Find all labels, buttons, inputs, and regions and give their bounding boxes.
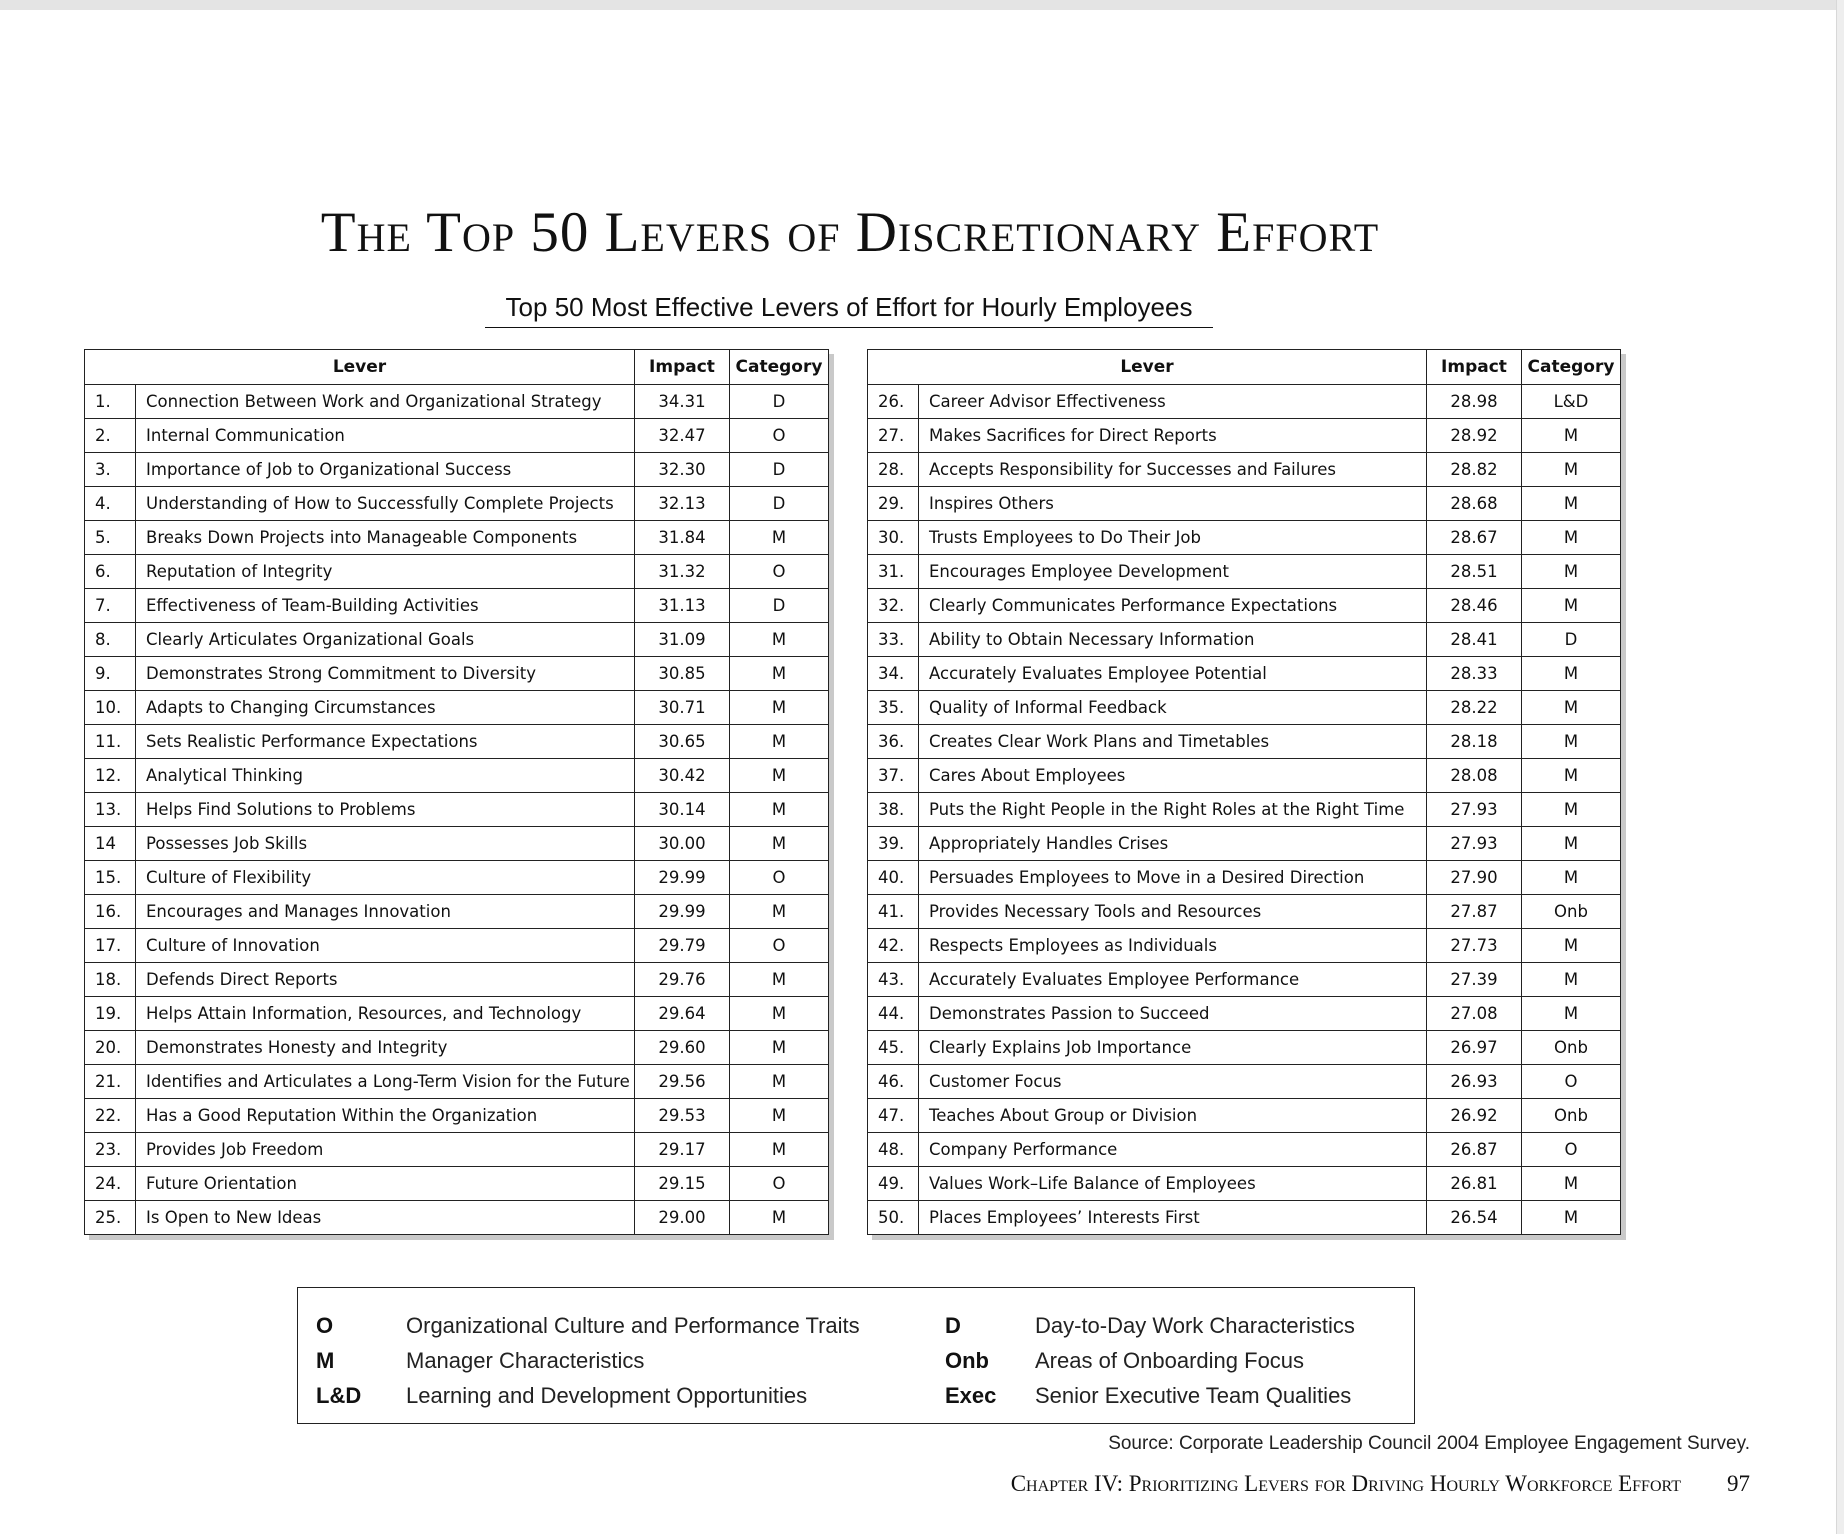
lever-category: D bbox=[1522, 623, 1621, 657]
lever-rank: 9. bbox=[85, 657, 136, 691]
lever-rank: 15. bbox=[85, 861, 136, 895]
impact-column-header: Impact bbox=[635, 350, 730, 385]
lever-category: D bbox=[730, 385, 829, 419]
lever-impact: 28.82 bbox=[1427, 453, 1522, 487]
lever-name: Accepts Responsibility for Successes and Failures bbox=[919, 453, 1427, 487]
table-row bbox=[85, 759, 829, 793]
levers-table-left bbox=[84, 349, 829, 1235]
lever-category: M bbox=[1522, 487, 1621, 521]
lever-name: Puts the Right People in the Right Roles at the Right Time bbox=[919, 793, 1427, 827]
lever-name: Places Employees’ Interests First bbox=[919, 1201, 1427, 1235]
table-row bbox=[868, 759, 1621, 793]
lever-name: Ability to Obtain Necessary Information bbox=[919, 623, 1427, 657]
lever-category: M bbox=[1522, 827, 1621, 861]
lever-category: M bbox=[1522, 1167, 1621, 1201]
lever-category: Onb bbox=[1522, 1099, 1621, 1133]
lever-rank: 24. bbox=[85, 1167, 136, 1201]
lever-rank: 1. bbox=[85, 385, 136, 419]
table-row bbox=[85, 861, 829, 895]
table-row bbox=[868, 521, 1621, 555]
lever-impact: 28.67 bbox=[1427, 521, 1522, 555]
lever-impact: 27.39 bbox=[1427, 963, 1522, 997]
lever-name: Demonstrates Strong Commitment to Diversity bbox=[136, 657, 635, 691]
lever-category: M bbox=[1522, 997, 1621, 1031]
lever-name: Analytical Thinking bbox=[136, 759, 635, 793]
legend-code: Exec bbox=[945, 1383, 997, 1408]
lever-rank: 37. bbox=[868, 759, 919, 793]
lever-impact: 29.17 bbox=[635, 1133, 730, 1167]
table-row bbox=[85, 963, 829, 997]
lever-impact: 32.47 bbox=[635, 419, 730, 453]
category-legend bbox=[297, 1287, 1415, 1424]
lever-column-header: Lever bbox=[868, 350, 1427, 385]
lever-impact: 29.99 bbox=[635, 895, 730, 929]
table-row bbox=[868, 963, 1621, 997]
lever-category: M bbox=[730, 793, 829, 827]
lever-rank: 14 bbox=[85, 827, 136, 861]
table-row bbox=[85, 793, 829, 827]
lever-impact: 28.41 bbox=[1427, 623, 1522, 657]
lever-name: Trusts Employees to Do Their Job bbox=[919, 521, 1427, 555]
lever-category: O bbox=[1522, 1065, 1621, 1099]
table-row bbox=[85, 691, 829, 725]
lever-rank: 5. bbox=[85, 521, 136, 555]
lever-category: M bbox=[1522, 691, 1621, 725]
lever-rank: 40. bbox=[868, 861, 919, 895]
lever-name: Adapts to Changing Circumstances bbox=[136, 691, 635, 725]
lever-impact: 26.93 bbox=[1427, 1065, 1522, 1099]
lever-rank: 8. bbox=[85, 623, 136, 657]
lever-category: O bbox=[730, 1167, 829, 1201]
lever-name: Understanding of How to Successfully Complete Projects bbox=[136, 487, 635, 521]
lever-impact: 28.18 bbox=[1427, 725, 1522, 759]
lever-name: Demonstrates Passion to Succeed bbox=[919, 997, 1427, 1031]
table-row bbox=[868, 1065, 1621, 1099]
lever-impact: 26.54 bbox=[1427, 1201, 1522, 1235]
lever-category: M bbox=[1522, 793, 1621, 827]
legend-code: D bbox=[945, 1313, 961, 1338]
lever-impact: 29.79 bbox=[635, 929, 730, 963]
lever-rank: 31. bbox=[868, 555, 919, 589]
lever-name: Creates Clear Work Plans and Timetables bbox=[919, 725, 1427, 759]
lever-rank: 16. bbox=[85, 895, 136, 929]
lever-rank: 22. bbox=[85, 1099, 136, 1133]
lever-rank: 18. bbox=[85, 963, 136, 997]
lever-impact: 29.53 bbox=[635, 1099, 730, 1133]
legend-label: Senior Executive Team Qualities bbox=[1035, 1383, 1352, 1408]
lever-name: Connection Between Work and Organizational Strategy bbox=[136, 385, 635, 419]
lever-name: Possesses Job Skills bbox=[136, 827, 635, 861]
footer-chapter-title: Chapter IV: Prioritizing Levers for Driving Hourly Workforce Effort bbox=[1010, 1471, 1681, 1496]
lever-column-header: Lever bbox=[85, 350, 635, 385]
lever-name: Accurately Evaluates Employee Performance bbox=[919, 963, 1427, 997]
lever-impact: 28.46 bbox=[1427, 589, 1522, 623]
lever-name: Appropriately Handles Crises bbox=[919, 827, 1427, 861]
table-row bbox=[85, 1201, 829, 1235]
lever-category: L&D bbox=[1522, 385, 1621, 419]
lever-impact: 26.97 bbox=[1427, 1031, 1522, 1065]
lever-category: O bbox=[730, 929, 829, 963]
lever-impact: 30.00 bbox=[635, 827, 730, 861]
table-row bbox=[85, 1099, 829, 1133]
lever-rank: 19. bbox=[85, 997, 136, 1031]
lever-name: Demonstrates Honesty and Integrity bbox=[136, 1031, 635, 1065]
lever-category: O bbox=[730, 555, 829, 589]
table-row bbox=[868, 555, 1621, 589]
table-row bbox=[85, 657, 829, 691]
lever-rank: 49. bbox=[868, 1167, 919, 1201]
lever-impact: 27.73 bbox=[1427, 929, 1522, 963]
legend-code: M bbox=[316, 1348, 335, 1373]
lever-category: M bbox=[730, 657, 829, 691]
table-row bbox=[868, 895, 1621, 929]
lever-rank: 45. bbox=[868, 1031, 919, 1065]
lever-impact: 34.31 bbox=[635, 385, 730, 419]
table-row bbox=[868, 691, 1621, 725]
lever-impact: 27.93 bbox=[1427, 793, 1522, 827]
table-row bbox=[85, 1167, 829, 1201]
lever-impact: 29.60 bbox=[635, 1031, 730, 1065]
table-row bbox=[868, 1099, 1621, 1133]
lever-category: M bbox=[730, 963, 829, 997]
table-row bbox=[868, 929, 1621, 963]
lever-name: Company Performance bbox=[919, 1133, 1427, 1167]
lever-rank: 46. bbox=[868, 1065, 919, 1099]
lever-category: M bbox=[730, 1099, 829, 1133]
table-row bbox=[868, 861, 1621, 895]
lever-rank: 12. bbox=[85, 759, 136, 793]
lever-impact: 30.42 bbox=[635, 759, 730, 793]
lever-rank: 34. bbox=[868, 657, 919, 691]
lever-category: M bbox=[730, 997, 829, 1031]
lever-name: Is Open to New Ideas bbox=[136, 1201, 635, 1235]
table-header-row bbox=[868, 350, 1621, 385]
table-row bbox=[85, 895, 829, 929]
legend-label: Areas of Onboarding Focus bbox=[1035, 1348, 1305, 1373]
lever-category: M bbox=[1522, 589, 1621, 623]
legend-code: L&D bbox=[316, 1383, 362, 1408]
lever-impact: 26.92 bbox=[1427, 1099, 1522, 1133]
lever-rank: 32. bbox=[868, 589, 919, 623]
lever-impact: 27.87 bbox=[1427, 895, 1522, 929]
lever-impact: 29.00 bbox=[635, 1201, 730, 1235]
lever-impact: 30.14 bbox=[635, 793, 730, 827]
lever-name: Respects Employees as Individuals bbox=[919, 929, 1427, 963]
lever-impact: 28.22 bbox=[1427, 691, 1522, 725]
table-row bbox=[868, 725, 1621, 759]
lever-category: M bbox=[1522, 759, 1621, 793]
lever-impact: 26.87 bbox=[1427, 1133, 1522, 1167]
table-header-row bbox=[85, 350, 829, 385]
table-row bbox=[85, 1031, 829, 1065]
lever-category: Onb bbox=[1522, 895, 1621, 929]
lever-category: M bbox=[730, 521, 829, 555]
table-row bbox=[85, 555, 829, 589]
lever-name: Culture of Innovation bbox=[136, 929, 635, 963]
lever-category: M bbox=[1522, 725, 1621, 759]
lever-rank: 4. bbox=[85, 487, 136, 521]
lever-category: M bbox=[730, 691, 829, 725]
table-row bbox=[868, 997, 1621, 1031]
lever-category: M bbox=[730, 1201, 829, 1235]
lever-category: M bbox=[730, 827, 829, 861]
lever-rank: 25. bbox=[85, 1201, 136, 1235]
lever-rank: 50. bbox=[868, 1201, 919, 1235]
table-row bbox=[85, 623, 829, 657]
table-row bbox=[868, 623, 1621, 657]
lever-name: Cares About Employees bbox=[919, 759, 1427, 793]
lever-category: M bbox=[730, 725, 829, 759]
lever-rank: 41. bbox=[868, 895, 919, 929]
lever-name: Identifies and Articulates a Long-Term Vision for the Future bbox=[136, 1065, 635, 1099]
lever-impact: 28.33 bbox=[1427, 657, 1522, 691]
lever-impact: 30.65 bbox=[635, 725, 730, 759]
lever-category: M bbox=[730, 1031, 829, 1065]
lever-category: M bbox=[1522, 453, 1621, 487]
lever-category: M bbox=[730, 1065, 829, 1099]
table-row bbox=[868, 1133, 1621, 1167]
lever-name: Defends Direct Reports bbox=[136, 963, 635, 997]
lever-name: Inspires Others bbox=[919, 487, 1427, 521]
lever-impact: 27.93 bbox=[1427, 827, 1522, 861]
lever-rank: 21. bbox=[85, 1065, 136, 1099]
lever-impact: 29.56 bbox=[635, 1065, 730, 1099]
lever-impact: 30.85 bbox=[635, 657, 730, 691]
lever-name: Values Work–Life Balance of Employees bbox=[919, 1167, 1427, 1201]
lever-rank: 48. bbox=[868, 1133, 919, 1167]
lever-impact: 32.13 bbox=[635, 487, 730, 521]
table-row bbox=[868, 793, 1621, 827]
source-note: Source: Corporate Leadership Council 2004 Employee Engagement Survey. bbox=[1108, 1433, 1750, 1454]
lever-category: D bbox=[730, 589, 829, 623]
lever-name: Clearly Articulates Organizational Goals bbox=[136, 623, 635, 657]
lever-category: M bbox=[730, 759, 829, 793]
lever-impact: 28.98 bbox=[1427, 385, 1522, 419]
lever-name: Breaks Down Projects into Manageable Components bbox=[136, 521, 635, 555]
lever-impact: 27.90 bbox=[1427, 861, 1522, 895]
lever-name: Clearly Communicates Performance Expectations bbox=[919, 589, 1427, 623]
lever-name: Importance of Job to Organizational Success bbox=[136, 453, 635, 487]
lever-impact: 28.08 bbox=[1427, 759, 1522, 793]
lever-impact: 28.68 bbox=[1427, 487, 1522, 521]
table-row bbox=[868, 1201, 1621, 1235]
lever-rank: 43. bbox=[868, 963, 919, 997]
lever-rank: 23. bbox=[85, 1133, 136, 1167]
page-number: 97 bbox=[1727, 1471, 1750, 1496]
lever-name: Culture of Flexibility bbox=[136, 861, 635, 895]
table-row bbox=[868, 419, 1621, 453]
legend-label: Day-to-Day Work Characteristics bbox=[1035, 1313, 1355, 1338]
lever-category: M bbox=[730, 1133, 829, 1167]
lever-category: O bbox=[730, 861, 829, 895]
lever-category: D bbox=[730, 487, 829, 521]
lever-category: M bbox=[1522, 1201, 1621, 1235]
page-top-edge bbox=[0, 0, 1844, 10]
lever-rank: 11. bbox=[85, 725, 136, 759]
impact-column-header: Impact bbox=[1427, 350, 1522, 385]
lever-impact: 31.84 bbox=[635, 521, 730, 555]
lever-category: M bbox=[1522, 657, 1621, 691]
table-row bbox=[868, 487, 1621, 521]
lever-rank: 17. bbox=[85, 929, 136, 963]
lever-impact: 31.09 bbox=[635, 623, 730, 657]
lever-impact: 31.32 bbox=[635, 555, 730, 589]
lever-rank: 3. bbox=[85, 453, 136, 487]
lever-name: Effectiveness of Team-Building Activities bbox=[136, 589, 635, 623]
lever-rank: 35. bbox=[868, 691, 919, 725]
lever-rank: 20. bbox=[85, 1031, 136, 1065]
legend-code: Onb bbox=[945, 1348, 989, 1373]
lever-name: Helps Attain Information, Resources, and Technology bbox=[136, 997, 635, 1031]
table-row bbox=[85, 1133, 829, 1167]
lever-name: Encourages and Manages Innovation bbox=[136, 895, 635, 929]
lever-impact: 29.99 bbox=[635, 861, 730, 895]
lever-name: Teaches About Group or Division bbox=[919, 1099, 1427, 1133]
lever-rank: 38. bbox=[868, 793, 919, 827]
lever-name: Accurately Evaluates Employee Potential bbox=[919, 657, 1427, 691]
lever-name: Sets Realistic Performance Expectations bbox=[136, 725, 635, 759]
table-row bbox=[868, 1031, 1621, 1065]
lever-impact: 29.76 bbox=[635, 963, 730, 997]
levers-table-right bbox=[867, 349, 1621, 1235]
lever-impact: 29.64 bbox=[635, 997, 730, 1031]
lever-name: Internal Communication bbox=[136, 419, 635, 453]
lever-category: M bbox=[1522, 555, 1621, 589]
lever-name: Reputation of Integrity bbox=[136, 555, 635, 589]
table-subtitle: Top 50 Most Effective Levers of Effort for Hourly Employees bbox=[485, 292, 1213, 328]
lever-rank: 2. bbox=[85, 419, 136, 453]
lever-name: Provides Job Freedom bbox=[136, 1133, 635, 1167]
table-row bbox=[85, 521, 829, 555]
page-right-edge bbox=[1836, 0, 1844, 1534]
lever-rank: 7. bbox=[85, 589, 136, 623]
lever-impact: 26.81 bbox=[1427, 1167, 1522, 1201]
table-row bbox=[85, 419, 829, 453]
lever-rank: 33. bbox=[868, 623, 919, 657]
table-row bbox=[85, 929, 829, 963]
lever-name: Has a Good Reputation Within the Organization bbox=[136, 1099, 635, 1133]
lever-category: Onb bbox=[1522, 1031, 1621, 1065]
category-column-header: Category bbox=[730, 350, 829, 385]
table-row bbox=[85, 1065, 829, 1099]
lever-name: Encourages Employee Development bbox=[919, 555, 1427, 589]
table-row bbox=[868, 1167, 1621, 1201]
lever-category: M bbox=[1522, 419, 1621, 453]
page-title: The Top 50 Levers of Discretionary Effort bbox=[320, 201, 1380, 264]
lever-category: M bbox=[1522, 963, 1621, 997]
lever-rank: 47. bbox=[868, 1099, 919, 1133]
lever-name: Clearly Explains Job Importance bbox=[919, 1031, 1427, 1065]
lever-rank: 30. bbox=[868, 521, 919, 555]
legend-code: O bbox=[316, 1313, 334, 1338]
table-row bbox=[85, 453, 829, 487]
lever-rank: 6. bbox=[85, 555, 136, 589]
lever-name: Provides Necessary Tools and Resources bbox=[919, 895, 1427, 929]
lever-category: M bbox=[1522, 521, 1621, 555]
lever-impact: 28.51 bbox=[1427, 555, 1522, 589]
table-row bbox=[868, 827, 1621, 861]
lever-rank: 27. bbox=[868, 419, 919, 453]
lever-category: O bbox=[1522, 1133, 1621, 1167]
lever-rank: 28. bbox=[868, 453, 919, 487]
lever-rank: 39. bbox=[868, 827, 919, 861]
lever-impact: 28.92 bbox=[1427, 419, 1522, 453]
lever-impact: 29.15 bbox=[635, 1167, 730, 1201]
table-row bbox=[85, 385, 829, 419]
lever-category: M bbox=[730, 895, 829, 929]
lever-name: Helps Find Solutions to Problems bbox=[136, 793, 635, 827]
legend-label: Organizational Culture and Performance Traits bbox=[406, 1313, 860, 1338]
lever-impact: 31.13 bbox=[635, 589, 730, 623]
lever-rank: 26. bbox=[868, 385, 919, 419]
lever-name: Makes Sacrifices for Direct Reports bbox=[919, 419, 1427, 453]
lever-impact: 30.71 bbox=[635, 691, 730, 725]
lever-name: Future Orientation bbox=[136, 1167, 635, 1201]
lever-category: M bbox=[1522, 861, 1621, 895]
lever-name: Persuades Employees to Move in a Desired Direction bbox=[919, 861, 1427, 895]
lever-rank: 44. bbox=[868, 997, 919, 1031]
lever-category: M bbox=[730, 623, 829, 657]
lever-name: Career Advisor Effectiveness bbox=[919, 385, 1427, 419]
category-column-header: Category bbox=[1522, 350, 1621, 385]
table-row bbox=[868, 385, 1621, 419]
lever-rank: 29. bbox=[868, 487, 919, 521]
legend-label: Learning and Development Opportunities bbox=[406, 1383, 808, 1408]
legend-label: Manager Characteristics bbox=[406, 1348, 645, 1373]
lever-rank: 10. bbox=[85, 691, 136, 725]
table-row bbox=[85, 487, 829, 521]
table-row bbox=[85, 827, 829, 861]
lever-rank: 42. bbox=[868, 929, 919, 963]
table-row bbox=[85, 725, 829, 759]
lever-name: Customer Focus bbox=[919, 1065, 1427, 1099]
lever-impact: 27.08 bbox=[1427, 997, 1522, 1031]
lever-rank: 13. bbox=[85, 793, 136, 827]
table-row bbox=[85, 997, 829, 1031]
table-row bbox=[868, 589, 1621, 623]
lever-impact: 32.30 bbox=[635, 453, 730, 487]
lever-category: M bbox=[1522, 929, 1621, 963]
lever-name: Quality of Informal Feedback bbox=[919, 691, 1427, 725]
table-row bbox=[868, 453, 1621, 487]
lever-category: O bbox=[730, 419, 829, 453]
table-row bbox=[868, 657, 1621, 691]
lever-category: D bbox=[730, 453, 829, 487]
table-row bbox=[85, 589, 829, 623]
lever-rank: 36. bbox=[868, 725, 919, 759]
